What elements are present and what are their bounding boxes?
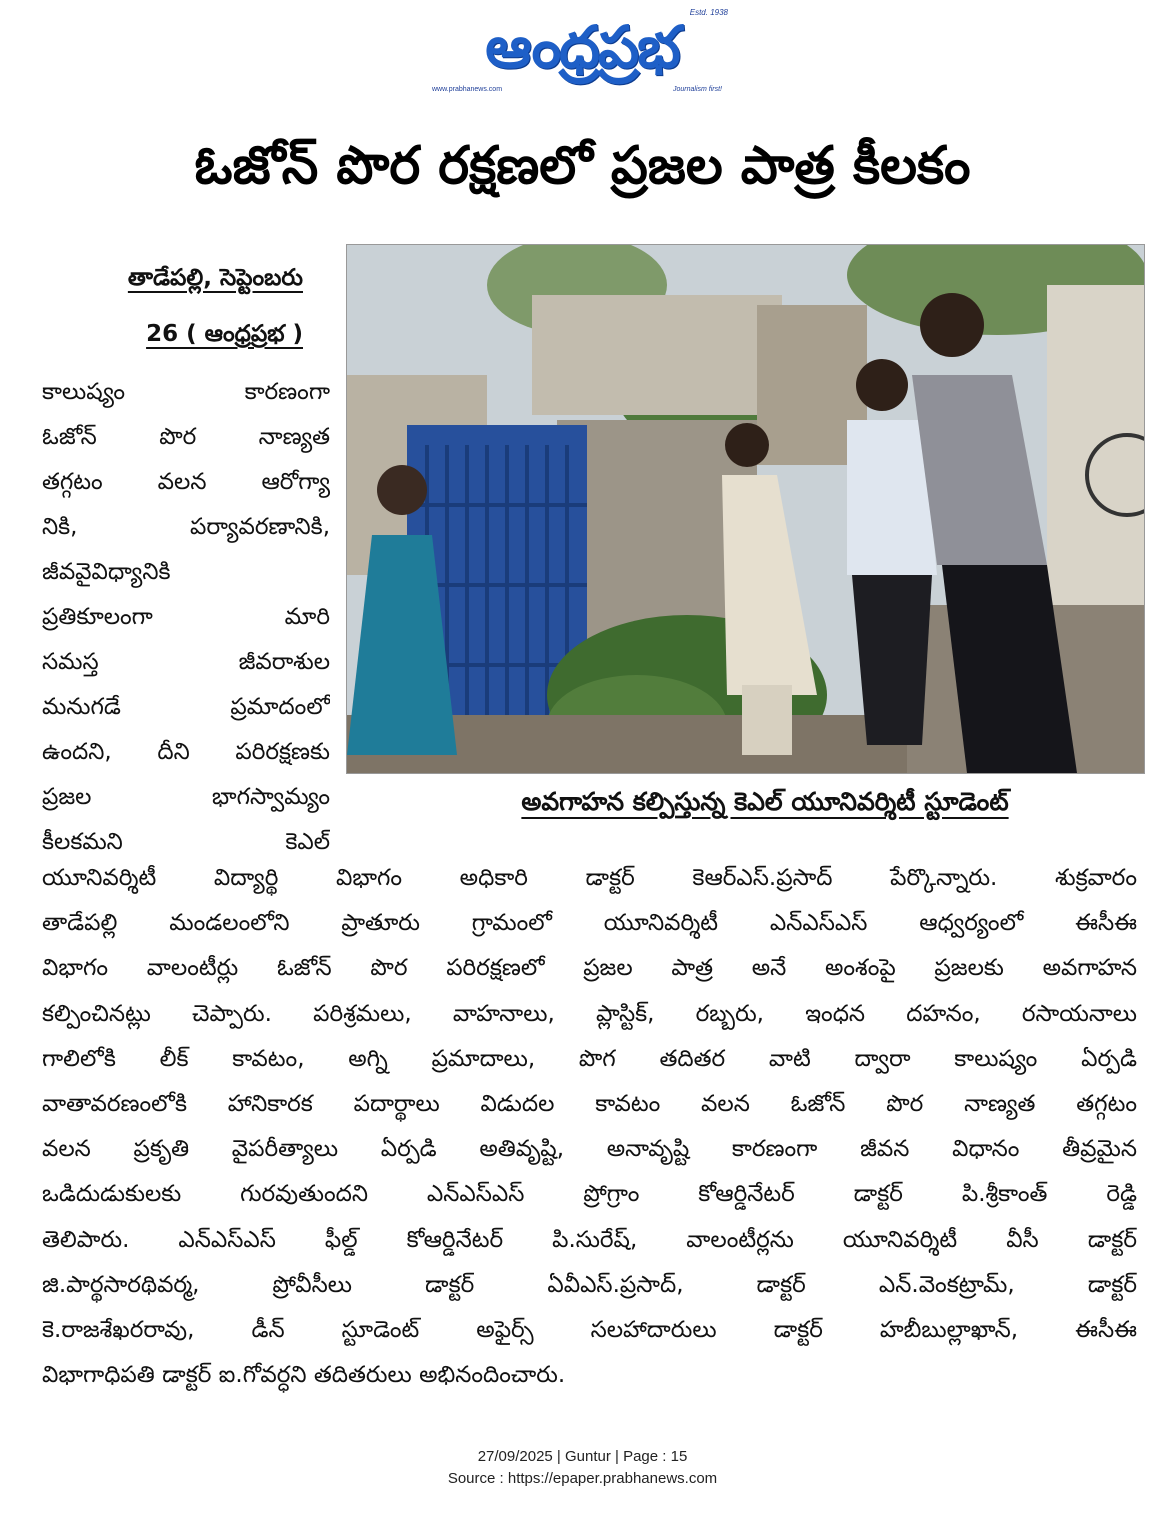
masthead bbox=[420, 8, 740, 94]
text-line: తగ్గటం వలన ఆరోగ్యా bbox=[42, 469, 330, 495]
text-line: గాలిలోకి లీక్ కావటం, అగ్ని ప్రమాదాలు, పొగ తదితర వాటి ద్వారా కాలుష్యం ఏర్పడి bbox=[42, 1045, 1137, 1072]
text-line: ప్రతికూలంగా మారి bbox=[42, 604, 330, 630]
footer-source[interactable]: Source : https://epaper.prabhanews.com bbox=[447, 1470, 718, 1487]
footer-date-page: 27/09/2025 | Guntur | Page : 15 bbox=[477, 1448, 688, 1465]
dateline-place: తాడేపల్లి, సెప్టెంబరు bbox=[127, 265, 303, 291]
masthead-url[interactable]: www.prabhanews.com bbox=[432, 86, 503, 93]
left-column-text bbox=[42, 370, 330, 865]
text-line: తెలిపారు. ఎన్ఎస్ఎస్ ఫీల్డ్ కోఆర్డినేటర్ పి.సురేష్, వాలంటీర్లను యూనివర్శిటీ వీసీ డాక్టర్ bbox=[42, 1226, 1137, 1253]
text-line: ఒడిదుడుకులకు గురవుతుందని ఎన్ఎస్ఎస్ ప్రోగ్రాం కోఆర్డినేటర్ డాక్టర్ పి.శ్రీకాంత్ రెడ్డి bbox=[42, 1181, 1137, 1208]
masthead-tagline: Journalism first! bbox=[672, 86, 722, 93]
masthead-estd: Estd. 1938 bbox=[689, 8, 728, 17]
text-line: వలన ప్రకృతి వైపరీత్యాలు ఏర్పడి అతివృష్టి, అనావృష్టి కారణంగా జీవన విధానం తీవ్రమైన bbox=[42, 1136, 1137, 1163]
news-photo bbox=[346, 244, 1145, 774]
text-line: సమస్త జీవరాశుల bbox=[42, 649, 330, 675]
photo-caption: అవగాహన కల్పిస్తున్న కెఎల్ యూనివర్శిటీ స్టూడెంట్ bbox=[521, 787, 1009, 816]
text-line: వాతావరణంలోకి హానికారక పదార్థాలు విడుదల కావటం వలన ఓజోన్ పొర నాణ్యత తగ్గటం bbox=[42, 1090, 1137, 1117]
text-line: కీలకమని కెఎల్ bbox=[42, 829, 330, 855]
text-line: ప్రజల భాగస్వామ్యం bbox=[42, 784, 330, 810]
text-line: విభాగం వాలంటీర్లు ఓజోన్ పొర పరిరక్షణలో ప్రజల పాత్ర అనే అంశంపై ప్రజలకు అవగాహన bbox=[42, 955, 1137, 982]
text-line: కాలుష్యం కారణంగా bbox=[42, 379, 330, 405]
dateline-date: 26 ( ఆంధ్రప్రభ ) bbox=[146, 321, 303, 347]
text-line: ఉందని, దీని పరిరక్షణకు bbox=[42, 739, 330, 765]
text-line: నికి, పర్యావరణానికి, bbox=[42, 514, 330, 540]
text-line: ఓజోన్ పొర నాణ్యత bbox=[42, 424, 330, 450]
text-line: మనుగడే ప్రమాదంలో bbox=[42, 694, 330, 720]
text-line: కె.రాజశేఖరరావు, డీన్ స్టూడెంట్ అఫైర్స్ సలహాదారులు డాక్టర్ హబీబుల్లాఖాన్, ఈసీఈ bbox=[42, 1316, 1137, 1343]
article-body bbox=[42, 856, 1137, 1398]
text-line: కల్పించినట్లు చెప్పారు. పరిశ్రమలు, వాహనాలు, ప్లాస్టిక్, రబ్బరు, ఇంధన దహనం, రసాయనాలు bbox=[42, 1000, 1137, 1027]
text-line: జి.పార్థసారథివర్మ, ప్రోవీసీలు డాక్టర్ ఏవీఎస్.ప్రసాద్, డాక్టర్ ఎన్.వెంకట్రామ్, డాక్టర్ bbox=[42, 1271, 1137, 1298]
text-line: విభాగాధిపతి డాక్టర్ ఐ.గోవర్ధని తదితరులు అభినందించారు. bbox=[42, 1362, 566, 1389]
text-line: యూనివర్శిటీ విద్యార్థి విభాగం అధికారి డాక్టర్ కెఆర్ఎస్.ప్రసాద్ పేర్కొన్నారు. శుక్రవారం bbox=[42, 865, 1137, 891]
article-headline: ఓజోన్ పొర రక్షణలో ప్రజల పాత్ర కీలకం bbox=[194, 136, 971, 196]
text-line: జీవవైవిధ్యానికి bbox=[42, 559, 171, 585]
newspaper-logo[interactable]: ఆంధ్రప్రభ bbox=[485, 13, 679, 81]
text-line: తాడేపల్లి మండలంలోని ప్రాతూరు గ్రామంలో యూనివర్శిటీ ఎన్ఎస్ఎస్ ఆధ్వర్యంలో ఈసీఈ bbox=[42, 910, 1137, 937]
